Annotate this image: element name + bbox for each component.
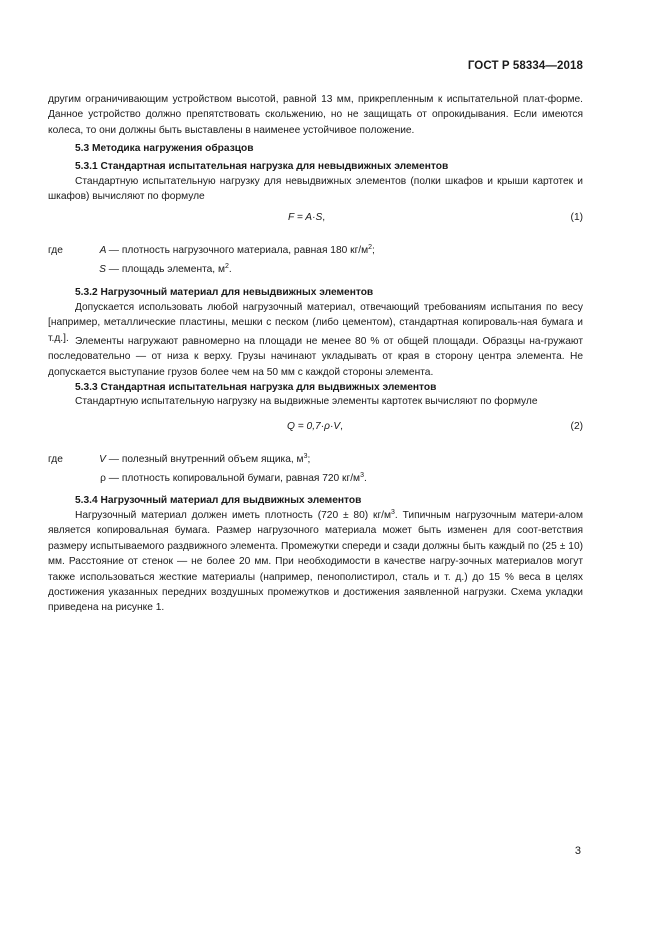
where-label: где [48,245,63,256]
where-label-2: где [48,454,63,465]
where-1-end-a: ; [372,245,375,256]
document-id-header: ГОСТ Р 58334—2018 [467,60,583,72]
section-5-3-4-text-b: . Типичным нагрузочным матери-алом является копировальная бумага. Размер нагрузочного материала может быть изменен для соот-ветствия размеру испытываемого раздвижного элемента. Промежутки спереди и сзади должны быть каждый по (25 ± 10) мм. Расстояние от стенок — не более 20 мм. При необходимости в качестве нагру-зочных материалов могут также использоваться жесткие материалы (например, пенополистирол, сталь и т. д.) до 15 % веса в целях достижения указанных передних воздушных промежутков и достижения заявленной нагрузки. Схема укладки приведена на рисунке 1. [48,510,583,614]
section-5-3-2-text-2: Элементы нагружают равномерно на площади не менее 80 % от общей площади. Образцы на-гружают последовательно — от низа к верху. Грузы начинают укладывать от края в сторону центра элемента. Не допускается выступание грузов более чем на 50 мм с каждой стороны элемента. [48,336,583,378]
section-5-3-4-text-a: Нагрузочный материал должен иметь плотность (720 ± 80) кг/м [75,510,392,521]
where-1-sup-s: 2 [224,263,229,270]
where-1-sup-a: 2 [368,244,373,251]
where-2-sup-rho: 3 [360,472,364,479]
section-5-3-1-heading: 5.3.1 Стандартная испытательная нагрузка для невыдвижных элементов [75,161,449,172]
where-1-row-2 [64,261,232,278]
page-number: 3 [574,845,581,857]
where-block-2 [48,451,583,485]
formula-2-number: (2) [570,421,583,432]
section-5-3-4-heading: 5.3.4 Нагрузочный материал для выдвижных элементов [75,495,362,506]
formula-1-s: S [315,212,323,223]
formula-2-rho: ρ [324,421,330,432]
section-5-3-heading: 5.3 Методика нагружения образцов [75,143,254,154]
formula-1-left: F = [288,212,306,223]
section-5-3-3-text: Стандартную испытательную нагрузку на выдвижные элементы картотек вычисляют по формуле [75,396,538,407]
where-block-1 [48,242,583,276]
where-1-row-1 [64,242,375,259]
formula-1-dot: · [312,212,316,223]
intro-paragraph: другим ограничивающим устройством высотой, равной 13 мм, прикрепленным к испытательной плат-форме. Данное устройство должно препятствовать скольжению, но не защищать от опрокидывания. Если имеются колеса, то они должны быть выставлены в наименее устойчивое положение. [48,94,583,136]
where-2-text-rho: плотность копировальной бумаги, равная 720 кг/м [121,473,361,484]
section-5-3-4-text [48,508,583,616]
formula-1-a: A [305,212,313,223]
where-2-end-v: ; [307,454,311,465]
where-1-end-s: . [228,264,232,275]
where-2-row-1 [64,451,310,468]
where-1-sym-a: A — [99,245,119,256]
section-5-3-2-text-1: Допускается использовать любой нагрузочный материал, отвечающий требованиям испытания по весу [например, металлические пластины, мешки с песком (либо цементом), стандартная копироваль-ная бумага и т.д.]. [48,302,583,344]
formula-2 [287,421,343,432]
formula-1 [288,212,325,223]
formula-2-end: , [340,421,343,432]
section-5-3-2-heading: 5.3.2 Нагрузочный материал для невыдвижных элементов [75,287,374,298]
where-2-sym-rho: ρ — [100,473,119,484]
where-2-sym-v: V — [99,454,119,465]
where-2-sup-v: 3 [303,453,308,460]
section-5-3-1-text: Стандартную испытательную нагрузку для невыдвижных элементов (полки шкафов и крыши картотек и шкафов) вычисляют по формуле [48,176,583,203]
formula-2-v: V [333,421,341,432]
where-2-end-rho: . [363,473,367,484]
section-5-3-4-text-sup: 3 [391,509,395,516]
where-1-text-s: площадь элемента, м [121,264,225,275]
formula-1-number: (1) [570,212,583,223]
where-2-row-2 [64,470,367,487]
formula-1-end: , [322,212,326,223]
formula-2-dot: · [329,421,334,432]
where-1-sym-s: S — [99,264,119,275]
section-5-3-3-heading: 5.3.3 Стандартная испытательная нагрузка для выдвижных элементов [75,382,437,393]
where-2-text-v: полезный внутренний объем ящика, м [121,454,304,465]
formula-2-left: Q = 0,7· [287,421,325,432]
where-1-text-a: плотность нагрузочного материала, равная 180 кг/м [121,245,369,256]
